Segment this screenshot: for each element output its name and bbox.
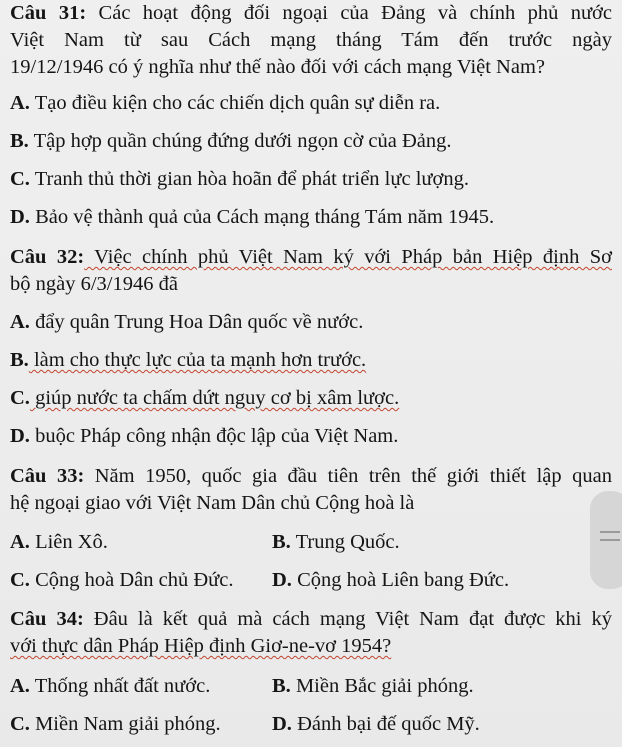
question-33-stem-line-2: hệ ngoại giao với Việt Nam Dân chủ Cộng hoà là [10,492,415,514]
option-letter: D. [272,569,292,591]
option-letter: A. [10,311,30,333]
question-31-stem-line-1 [10,0,612,26]
question-34-option-a[interactable] [10,673,210,699]
option-text: Cộng hoà Dân chủ Đức. [29,569,234,591]
option-text: giúp nước ta chấm dứt nguy cơ bị xâm lược. [29,387,400,409]
option-letter: D. [10,425,30,447]
option-letter: C. [10,569,30,591]
question-31-stem-line-2: Việt Nam từ sau Cách mạng tháng Tám đến trước ngày [10,29,612,51]
question-32-option-c[interactable] [10,385,399,411]
option-text: đẩy quân Trung Hoa Dân quốc về nước. [29,311,364,333]
option-text: Bảo vệ thành quả của Cách mạng tháng Tám năm 1945. [29,206,495,228]
question-33-stem-text-1: Năm 1950, quốc gia đầu tiên trên thế giới thiết lập quan [84,465,612,487]
option-letter: A. [10,92,30,114]
option-letter: A. [10,675,30,697]
question-34-stem-text-1: Đâu là kết quả mà cách mạng Việt Nam đạt được khi ký [83,608,612,630]
option-letter: C. [10,387,30,409]
question-31-option-a[interactable] [10,90,440,116]
question-34-option-d[interactable] [272,711,480,737]
option-letter: D. [10,206,30,228]
option-text: buộc Pháp công nhận độc lập của Việt Nam. [29,425,399,447]
grip-line-icon [600,531,620,533]
option-letter: C. [10,713,30,735]
question-33-stem-line-1 [10,463,612,489]
option-text: làm cho thực lực của ta mạnh hơn trước. [28,349,367,371]
question-32-option-a[interactable] [10,309,363,335]
option-text: Cộng hoà Liên bang Đức. [291,569,510,591]
scroll-handle[interactable] [590,491,622,589]
option-text: Thống nhất đất nước. [29,675,211,697]
question-34-option-b[interactable] [272,673,474,699]
option-text: Tập hợp quần chúng đứng dưới ngọn cờ của Đảng. [28,130,452,152]
question-33-option-d[interactable] [272,567,509,593]
option-text: Miền Nam giải phóng. [29,713,221,735]
question-31-label: Câu 31: [10,2,87,24]
question-34-label: Câu 34: [10,608,84,630]
question-32-stem-text-1: Việc chính phủ Việt Nam ký với Pháp bản Hiệp định Sơ [84,246,612,268]
option-letter: D. [272,713,292,735]
question-33-options-row-1 [10,529,108,555]
option-text: Liên Xô. [29,531,108,553]
question-33-option-a[interactable] [10,531,108,553]
option-letter: B. [10,349,29,371]
question-32-label: Câu 32: [10,246,85,268]
option-letter: A. [10,531,30,553]
question-31-stem-text-1: Các hoạt động đối ngoại của Đảng và chính phủ nước [86,2,612,24]
question-31-stem-line-3: 19/12/1946 có ý nghĩa như thế nào đối với cách mạng Việt Nam? [10,56,546,78]
question-31-option-b[interactable] [10,128,452,154]
question-34-option-c[interactable] [10,711,221,737]
option-text: Đánh bại đế quốc Mỹ. [291,713,480,735]
option-text: Miền Bắc giải phóng. [290,675,474,697]
question-33-label: Câu 33: [10,465,85,487]
question-34-stem-line-1 [10,606,612,632]
option-text: Tạo điều kiện cho các chiến dịch quân sự diễn ra. [29,92,441,114]
option-letter: B. [10,130,29,152]
question-34-stem-line-2 [10,633,391,659]
option-text: Tranh thủ thời gian hòa hoãn để phát triển lực lượng. [29,168,469,190]
option-letter: B. [272,675,291,697]
question-32-stem-line-2: bộ ngày 6/3/1946 đã [10,273,178,295]
question-33-option-c[interactable] [10,567,233,593]
question-32-stem-line-1 [10,244,612,270]
option-letter: B. [272,531,291,553]
grip-line-icon [600,539,620,541]
question-31-option-d[interactable] [10,204,494,230]
question-33-option-b[interactable] [272,529,400,555]
question-32-option-d[interactable] [10,423,398,449]
question-34-stem-text-2: với thực dân Pháp Hiệp định Giơ-ne-vơ 1954? [10,635,392,657]
question-31-option-c[interactable] [10,166,469,192]
question-32-option-b[interactable] [10,347,366,373]
option-text: Trung Quốc. [290,531,400,553]
option-letter: C. [10,168,30,190]
